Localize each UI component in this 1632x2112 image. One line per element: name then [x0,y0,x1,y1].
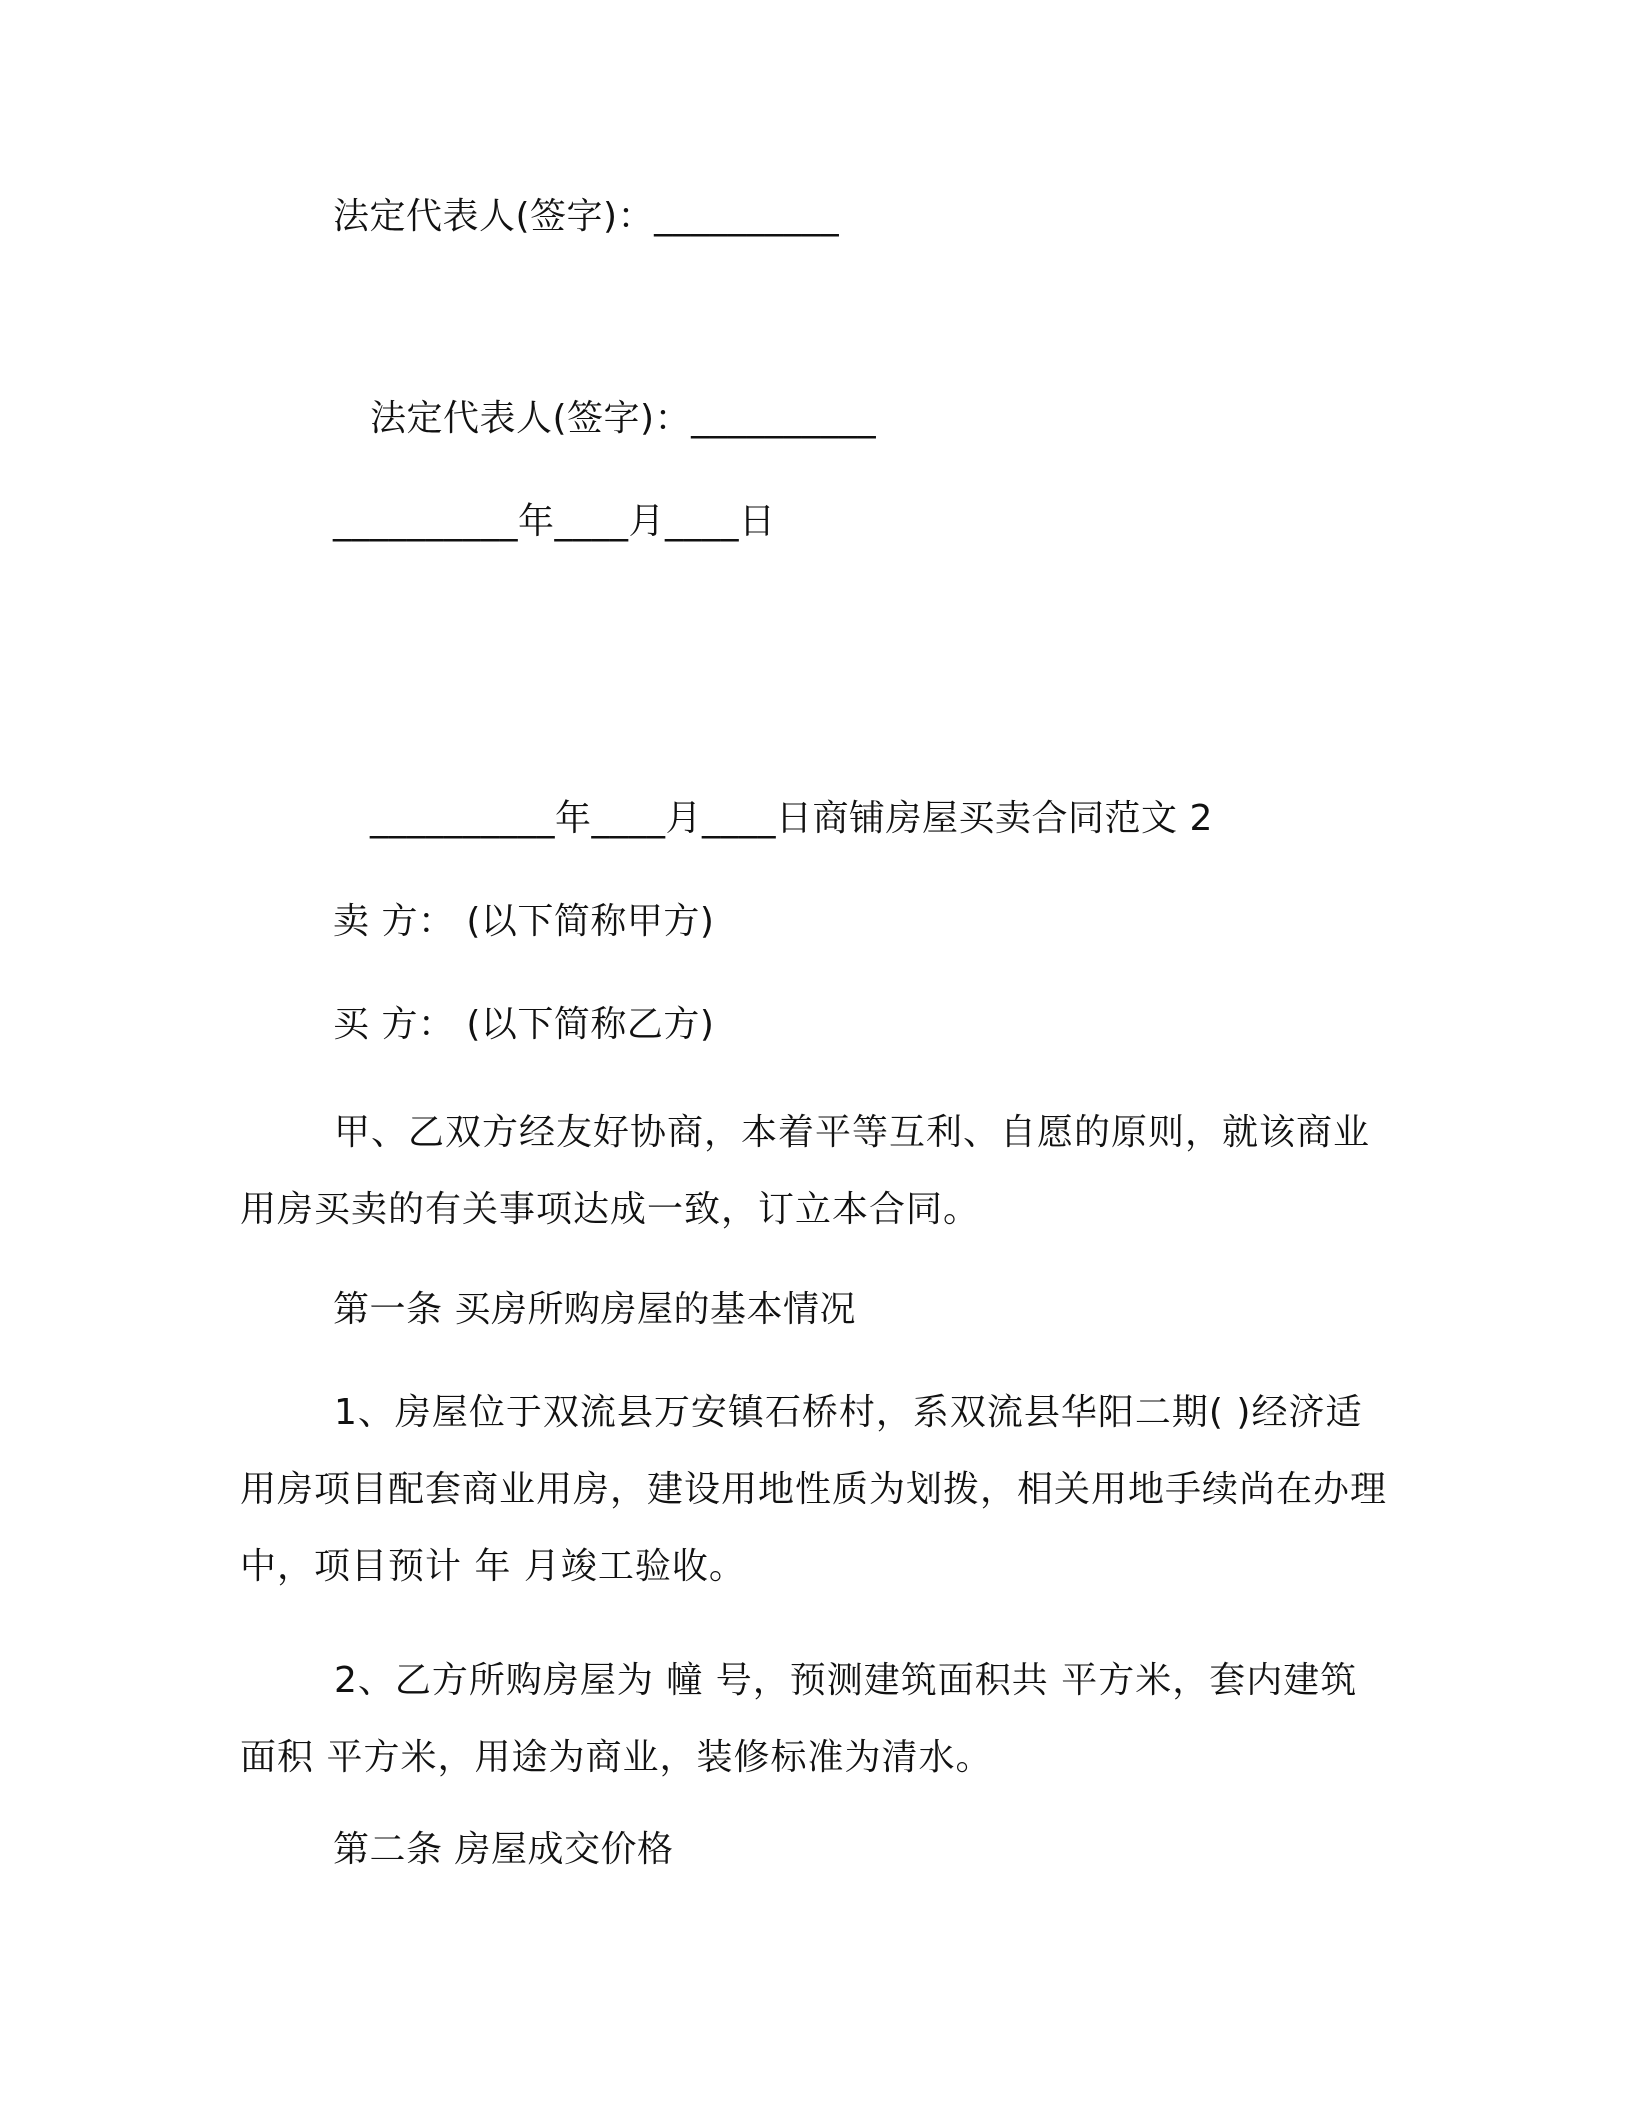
signature-line-2: 法定代表人(签字)：__________ [370,398,877,439]
article-1-item-1: 1、房屋位于双流县万安镇石桥村，系双流县华阳二期( )经济适用房项目配套商业用房，建设用地性质为划拨，相关用地手续尚在办理中，项目预计 年 月竣工验收。 [240,1392,1388,1587]
buyer-line: 买 方： (以下简称乙方) [333,1004,715,1045]
date-line: __________年____月____日 [333,501,776,542]
article-2-heading: 第二条 房屋成交价格 [333,1829,674,1870]
signature-line-1: 法定代表人(签字)：__________ [333,196,840,237]
seller-line: 卖 方： (以下简称甲方) [333,901,715,942]
article-1-heading: 第一条 买房所购房屋的基本情况 [333,1289,856,1330]
article-1-item-2: 2、乙方所购房屋为 幢 号，预测建筑面积共 平方米，套内建筑面积 平方米，用途为商业，装修标准为清水。 [240,1660,1358,1778]
intro-paragraph: 甲、乙双方经友好协商，本着平等互利、自愿的原则，就该商业用房买卖的有关事项达成一致，订立本合同。 [240,1112,1371,1230]
contract-title-line: __________年____月____日商铺房屋买卖合同范文 2 [370,798,1213,839]
